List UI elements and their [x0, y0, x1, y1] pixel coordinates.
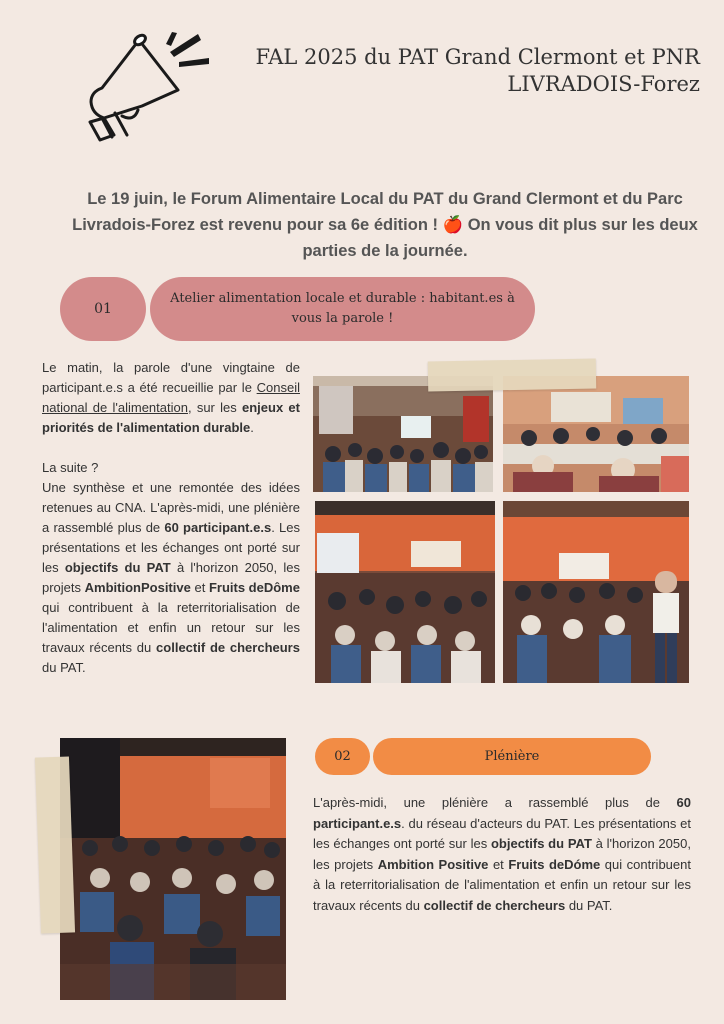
section-2-title: Plénière: [373, 738, 651, 775]
intro-main: Le 19 juin, le Forum Alimentaire Local du PAT du Grand Clermont et du Parc Livradois-Forez est revenu pour sa 6e édition !: [72, 190, 683, 234]
text-run: du PAT.: [42, 660, 86, 675]
text-run: . du réseau d'acteurs du PAT. Les présentations et les échanges ont porté sur les: [313, 815, 691, 851]
bold-run: 60 participant.e.s: [164, 520, 272, 535]
bold-run: objectifs du PAT: [490, 836, 592, 851]
intro-text: [70, 186, 700, 264]
text-run: Une synthèse et une remontée des idées retenues au CNA. L'après-midi, une plénière a rassemblé plus de: [42, 480, 300, 535]
tape-decoration: [35, 756, 75, 933]
section-1-paragraph-2: [42, 478, 300, 678]
bold-run: collectif de chercheurs: [156, 640, 300, 655]
section-1-subheading: La suite ?: [42, 460, 99, 475]
text-run: et: [492, 856, 504, 872]
text-run: à l'horizon 2050, les projets: [313, 836, 691, 872]
text-run: qui contribuent à la reterritorialisation de l'alimentation et enfin un retour sur les travaux récents du: [313, 856, 691, 913]
text-run: . Les présentations et les échanges ont porté sur les: [42, 520, 300, 575]
text-run: L'après-midi, une plénière a rassemblé plus de: [313, 795, 660, 810]
photo-workshop-2: [503, 376, 689, 492]
section-1-text: [42, 358, 300, 678]
photo-pleniere: [60, 738, 286, 1000]
section-2-paragraph: [313, 793, 691, 916]
text-run: Le matin, la parole d'une vingtaine de participant.e.s a été recueillie par le: [42, 360, 300, 395]
photo-workshop-3: [315, 501, 495, 683]
bold-run: Ambition Positive: [377, 856, 489, 872]
cna-link[interactable]: Conseil national de l'alimentation: [42, 380, 300, 415]
page-title: [210, 44, 700, 98]
apple-icon: 🍎: [442, 216, 464, 234]
megaphone-icon: [82, 30, 222, 145]
text-run: qui contribuent à la reterritorialisation de l'alimentation et enfin un retour sur les travaux récents du: [42, 600, 300, 655]
section-1-number: 01: [60, 277, 146, 341]
text-run: et: [194, 580, 206, 595]
title-line-1: FAL 2025 du PAT Grand Clermont et PNR: [255, 45, 700, 69]
bold-run: collectif de chercheurs: [423, 897, 566, 913]
section-2-number: 02: [315, 738, 370, 775]
title-line-2: LIVRADOIS-Forez: [507, 72, 700, 96]
photo-workshop-1: [313, 376, 493, 492]
text-run: .: [250, 420, 254, 435]
section-1-paragraph-1: [42, 358, 300, 438]
bold-run: objectifs du PAT: [64, 560, 171, 575]
bold-run: AmbitionPositive: [84, 580, 191, 595]
intro-end: On vous dit plus sur les deux parties de la journée.: [302, 216, 698, 260]
bold-run: Fruits deDóme: [508, 856, 601, 872]
text-run: , sur les: [187, 400, 237, 415]
bold-run: 60 participant.e.s: [313, 795, 691, 831]
text-run: à l'horizon 2050, les projets: [42, 560, 300, 595]
tape-decoration: [428, 359, 596, 392]
section-2-text: [313, 793, 691, 916]
photo-workshop-4: [503, 501, 689, 683]
bold-run: Fruits deDôme: [208, 580, 300, 595]
section-1-title: Atelier alimentation locale et durable : habitant.es à vous la parole !: [150, 277, 535, 341]
text-run: du PAT.: [568, 897, 613, 913]
bold-run: enjeux et priorités de l'alimentation durable: [42, 400, 300, 435]
